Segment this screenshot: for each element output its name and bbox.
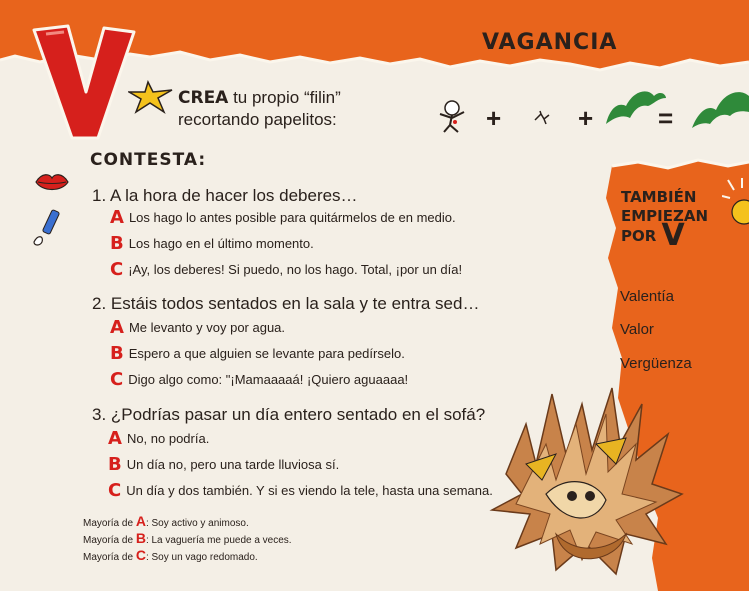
sidebar-word-verguenza: Vergüenza [620, 355, 692, 372]
option-text: ¡Ay, los deberes! Si puedo, no los hago. Total, ¡por un día! [128, 262, 463, 277]
crea-text: tu propio “filin” [228, 88, 341, 107]
question-3: 3. ¿Podrías pasar un día entero sentado en el sofá? [92, 405, 486, 424]
result-prefix: Mayoría de [83, 518, 136, 529]
q2-option-a [110, 317, 285, 338]
option-letter: B [110, 343, 124, 364]
option-letter: A [110, 207, 124, 228]
also-start-with-v [621, 188, 709, 253]
lips-icon [34, 170, 70, 196]
q3-option-b [108, 454, 339, 475]
q2-option-c [110, 369, 408, 390]
crea-bold: CREA [178, 88, 229, 108]
result-prefix: Mayoría de [83, 535, 136, 546]
cartoon-figure-icon [436, 98, 470, 134]
q1-option-a [110, 207, 456, 228]
option-text: Me levanto y voy por agua. [128, 320, 286, 335]
result-text: : Soy activo y animoso. [145, 518, 249, 529]
bug-icon [532, 110, 552, 126]
sidebar-word-valentia: Valentía [620, 288, 674, 305]
q3-option-a [108, 428, 209, 449]
paper-collage-illustration [486, 384, 686, 584]
q1-option-b [110, 233, 314, 254]
also-line-2: EMPIEZAN [621, 207, 709, 225]
crea-instruction [178, 87, 341, 130]
result-b [83, 530, 292, 546]
also-line-3: POR [621, 227, 657, 245]
plus-sign-1: + [486, 103, 502, 133]
option-letter: A [110, 317, 124, 338]
option-letter: C [110, 259, 124, 280]
option-letter: C [108, 480, 122, 501]
option-text: No, no podría. [126, 431, 210, 446]
question-2: 2. Estáis todos sentados en la sala y te entra sed… [92, 294, 480, 313]
result-letter: A [135, 513, 146, 529]
option-letter: B [110, 233, 124, 254]
sidebar-word-valor: Valor [620, 321, 654, 338]
crea-line2: recortando papelitos: [178, 110, 337, 129]
result-prefix: Mayoría de [83, 552, 136, 563]
green-mustache-result-icon [690, 86, 749, 130]
big-letter-v [32, 22, 136, 142]
option-text: Digo algo como: "¡Mamaaaaá! ¡Quiero aguaaaa! [128, 372, 409, 387]
result-letter: B [135, 530, 146, 546]
result-text: : La vaguería me puede a veces. [145, 535, 292, 546]
option-letter: A [108, 428, 122, 449]
result-letter: C [135, 547, 146, 563]
star-icon [128, 80, 174, 114]
also-line-1: TAMBIÉN [621, 188, 697, 206]
option-text: Los hago en el último momento. [128, 236, 314, 251]
option-text: Espero a que alguien se levante para pedírselo. [128, 346, 405, 361]
pen-icon [30, 208, 64, 248]
plus-sign-2: + [578, 103, 594, 133]
also-letter: V [661, 218, 685, 253]
contesta-heading: CONTESTA: [90, 150, 207, 170]
q2-option-b [110, 343, 405, 364]
result-a [83, 513, 249, 529]
option-text: Un día no, pero una tarde lluviosa sí. [126, 457, 340, 472]
q1-option-c [110, 259, 462, 280]
equals-sign: = [658, 103, 674, 133]
page-title: VAGANCIA [482, 30, 618, 55]
option-text: Un día y dos también. Y si es viendo la tele, hasta una semana. [126, 483, 493, 498]
result-text: : Soy un vago redomado. [145, 552, 258, 563]
result-c [83, 547, 258, 563]
option-letter: B [108, 454, 122, 475]
q3-option-c [108, 480, 493, 501]
option-text: Los hago lo antes posible para quitármelos de en medio. [128, 210, 456, 225]
question-1: 1. A la hora de hacer los deberes… [92, 186, 358, 205]
lightbulb-icon [722, 176, 749, 230]
option-letter: C [110, 369, 124, 390]
